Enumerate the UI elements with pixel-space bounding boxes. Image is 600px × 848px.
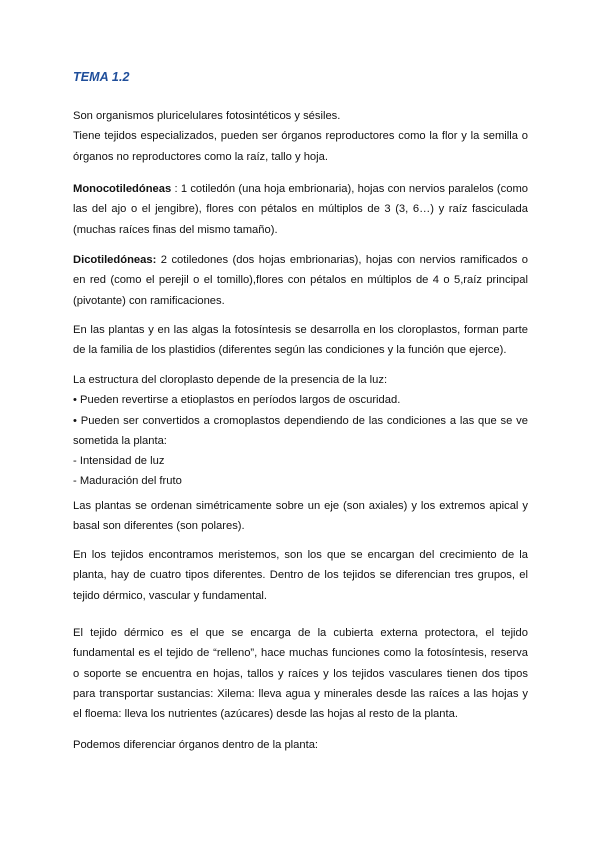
dicot-paragraph bbox=[73, 250, 528, 311]
organs-paragraph: Podemos diferenciar órganos dentro de la planta: bbox=[73, 739, 319, 751]
monocot-text: : 1 cotiledón (una hoja embrionaria), hojas con nervios paralelos (como las del ajo o el jengibre), flores con pétalos en múltiplos de 3 (3, 6…) y raíz fasciculada (muchas raíces finas del mismo tamaño). bbox=[73, 183, 528, 236]
chloroplast-section bbox=[73, 370, 528, 492]
dicot-text: 2 cotiledones (dos hojas embrionarias), hojas con nervios ramificados o en red (como el perejil o el tomillo),flores con pétalos en múltiplos de 4 o 5,raíz principal (pivotante) con ramificaciones. bbox=[73, 254, 528, 307]
tissues-paragraph: El tejido dérmico es el que se encarga de la cubierta externa protectora, el tejido fundamental es el tejido de “relleno”, hace muchas funciones como la fotosíntesis, reserva o soporte se encuentra en hojas, tallos y raíces y los tejidos vasculares tienen dos tipos para transportar sustancias: Xilema: lleva agua y minerales desde las raíces a las hojas y el floema: lleva los nutrientes (azúcares) desde las hojas al resto de la planta. bbox=[73, 627, 528, 721]
chloroplast-bullet-1: • Pueden revertirse a etioplastos en períodos largos de oscuridad. bbox=[73, 394, 401, 407]
chloroplast-dash-1: - Intensidad de luz bbox=[73, 455, 165, 468]
photosynthesis-paragraph: En las plantas y en las algas la fotosíntesis se desarrolla en los cloroplastos, forman parte de la familia de los plastidios (diferentes según las condiciones y la función que ejerce). bbox=[73, 324, 528, 357]
axes-paragraph: Las plantas se ordenan simétricamente sobre un eje (son axiales) y los extremos apical y basal son diferentes (son polares). bbox=[73, 500, 528, 533]
chloroplast-bullet-2: • Pueden ser convertidos a cromoplastos dependiendo de las condiciones a las que se ve sometida la planta: bbox=[73, 414, 528, 447]
intro-paragraph bbox=[73, 106, 528, 167]
intro-line-2: Tiene tejidos especializados, pueden ser órganos reproductores como la flor y la semilla o órganos no reproductores como la raíz, tallo y hoja. bbox=[73, 130, 528, 163]
intro-line-1: Son organismos pluricelulares fotosintéticos y sésiles. bbox=[73, 110, 341, 122]
meristem-paragraph: En los tejidos encontramos meristemos, son los que se encargan del crecimiento de la planta, hay de cuatro tipos diferentes. Dentro de los tejidos se diferencian tres grupos, el tejido dérmico, vascular y fundamental. bbox=[73, 549, 528, 602]
monocot-paragraph bbox=[73, 179, 528, 240]
monocot-term: Monocotiledóneas bbox=[73, 183, 172, 195]
chloroplast-dash-2: - Maduración del fruto bbox=[73, 475, 182, 488]
page-title: TEMA 1.2 bbox=[73, 70, 130, 84]
dicot-term: Dicotiledóneas: bbox=[73, 254, 157, 266]
chloroplast-intro: La estructura del cloroplasto depende de la presencia de la luz: bbox=[73, 374, 388, 386]
